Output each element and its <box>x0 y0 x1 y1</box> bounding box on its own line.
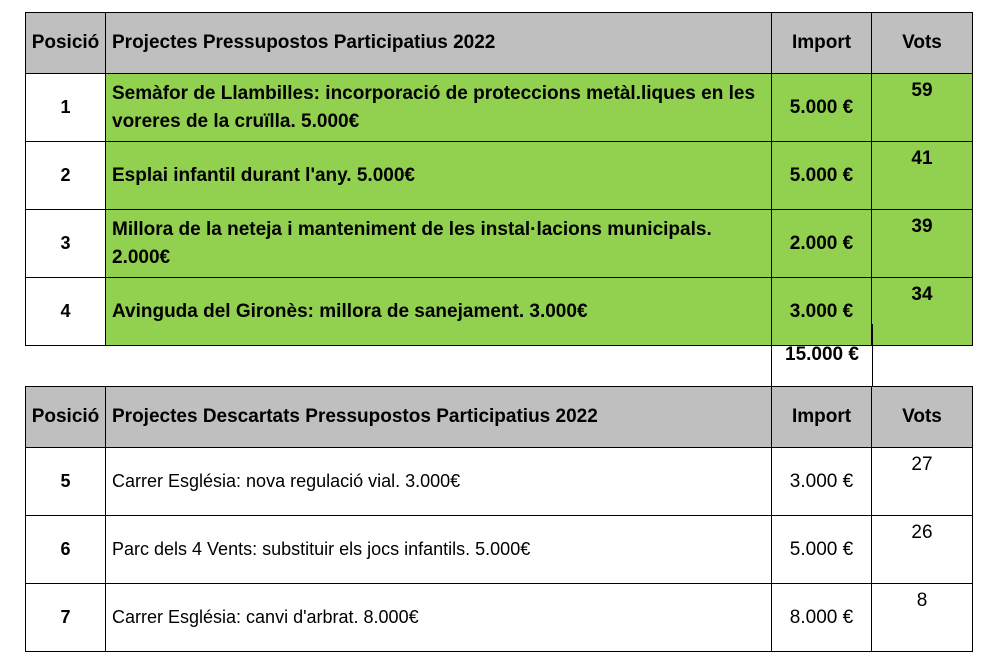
row-position: 3 <box>26 210 106 278</box>
row-votes: 27 <box>872 448 973 516</box>
header-project: Projectes Pressupostos Participatius 2022 <box>106 13 772 74</box>
table-row <box>26 142 973 210</box>
row-project: Semàfor de Llambilles: incorporació de proteccions metàl.liques en les voreres de la cruïlla. 5.000€ <box>106 74 772 142</box>
table-row <box>26 516 973 584</box>
table-row <box>26 74 973 142</box>
discarded-projects-table <box>25 386 973 652</box>
table-row <box>26 210 973 278</box>
row-project: Parc dels 4 Vents: substituir els jocs infantils. 5.000€ <box>106 516 772 584</box>
row-project: Carrer Església: canvi d'arbrat. 8.000€ <box>106 584 772 652</box>
row-position: 6 <box>26 516 106 584</box>
header-position: Posició <box>26 387 106 448</box>
row-import: 5.000 € <box>772 142 872 210</box>
header-votes: Vots <box>872 13 973 74</box>
row-position: 2 <box>26 142 106 210</box>
row-import: 3.000 € <box>772 448 872 516</box>
table-row <box>26 584 973 652</box>
table-header-row <box>26 13 973 74</box>
header-votes: Vots <box>872 387 973 448</box>
row-votes: 39 <box>872 210 973 278</box>
row-import: 2.000 € <box>772 210 872 278</box>
row-import: 8.000 € <box>772 584 872 652</box>
row-position: 1 <box>26 74 106 142</box>
row-import: 3.000 € <box>772 278 872 346</box>
row-project: Avinguda del Gironès: millora de sanejament. 3.000€ <box>106 278 772 346</box>
table-header-row <box>26 387 973 448</box>
row-import: 5.000 € <box>772 74 872 142</box>
table-row <box>26 448 973 516</box>
row-votes: 34 <box>872 278 973 346</box>
row-votes: 8 <box>872 584 973 652</box>
row-votes: 41 <box>872 142 973 210</box>
approved-projects-table <box>25 12 973 346</box>
header-position: Posició <box>26 13 106 74</box>
total-import: 15.000 € <box>771 324 873 386</box>
row-import: 5.000 € <box>772 516 872 584</box>
row-position: 5 <box>26 448 106 516</box>
header-import: Import <box>772 13 872 74</box>
row-position: 4 <box>26 278 106 346</box>
row-project: Carrer Església: nova regulació vial. 3.000€ <box>106 448 772 516</box>
header-import: Import <box>772 387 872 448</box>
row-votes: 26 <box>872 516 973 584</box>
row-project: Esplai infantil durant l'any. 5.000€ <box>106 142 772 210</box>
row-position: 7 <box>26 584 106 652</box>
header-project: Projectes Descartats Pressupostos Participatius 2022 <box>106 387 772 448</box>
row-votes: 59 <box>872 74 973 142</box>
row-project: Millora de la neteja i manteniment de les instal·lacions municipals. 2.000€ <box>106 210 772 278</box>
